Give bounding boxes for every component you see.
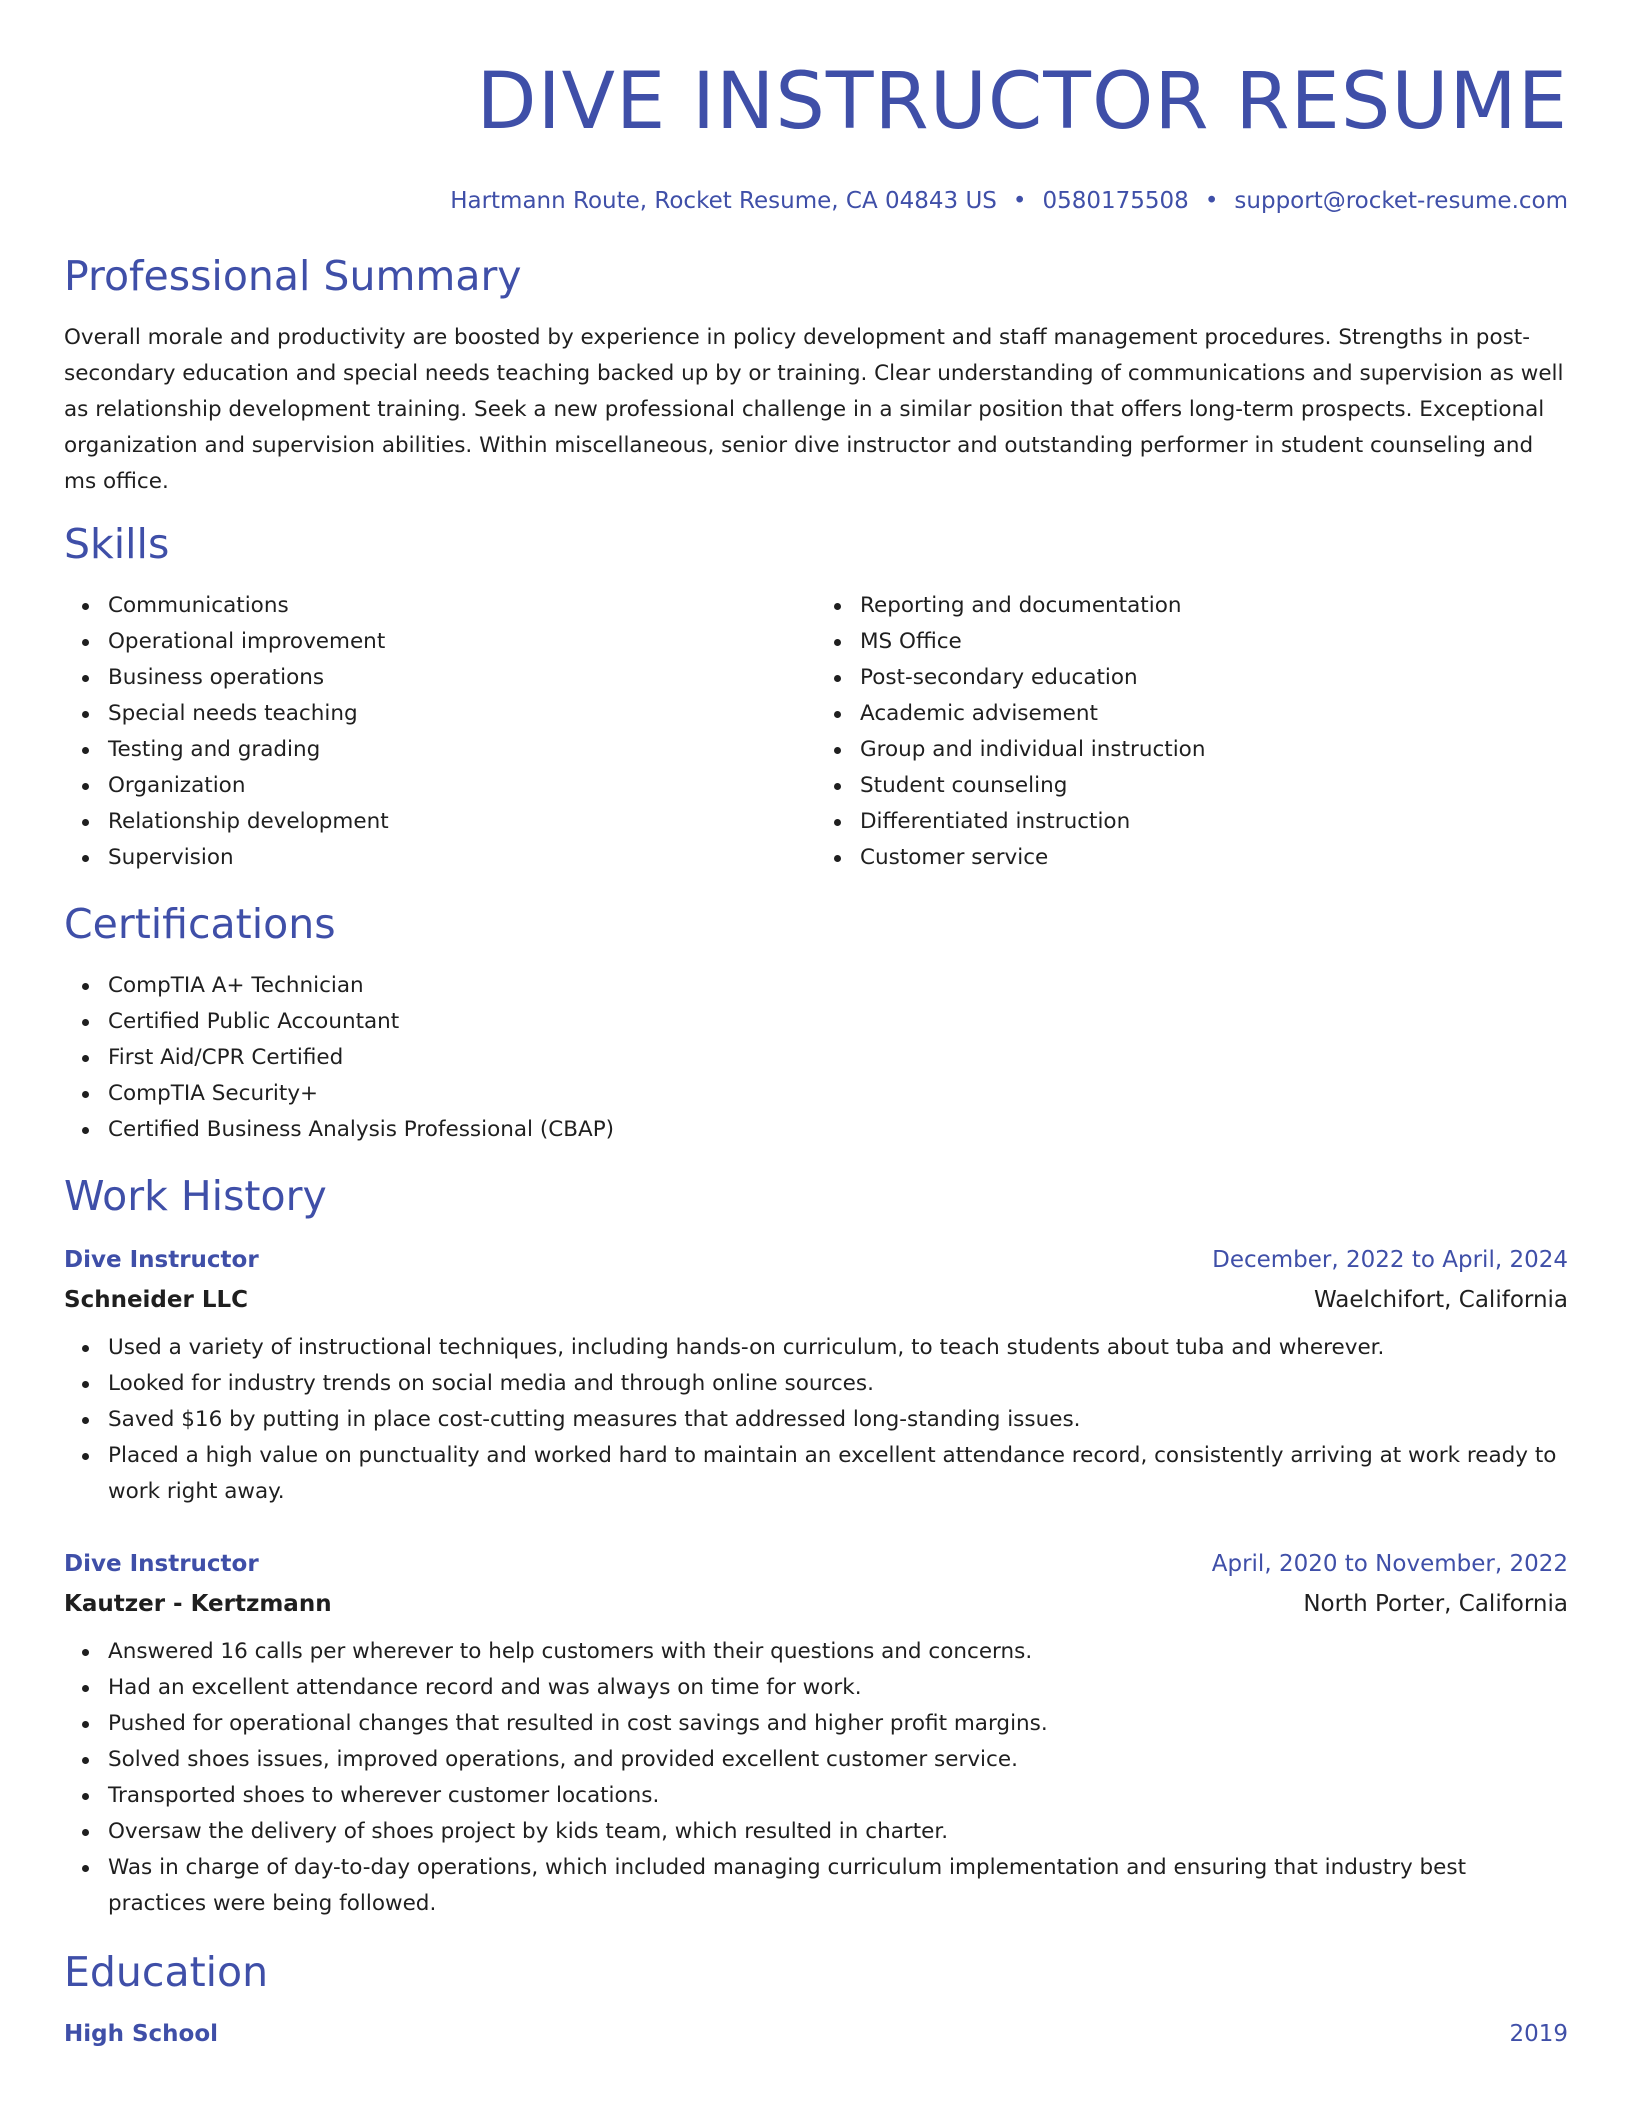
contact-separator: • xyxy=(1204,188,1219,214)
job-dates: December, 2022 to April, 2024 xyxy=(1212,1247,1568,1273)
skills-heading: Skills xyxy=(64,520,170,568)
skill-item: Reporting and documentation xyxy=(860,588,1568,624)
certifications-list xyxy=(64,968,1568,1148)
skills-left-list xyxy=(64,588,816,876)
job-duties-list xyxy=(64,1330,1568,1510)
skill-item: Supervision xyxy=(108,840,816,876)
job-duty: Placed a high value on punctuality and worked hard to maintain an excellent attendance record, consistently arriving at work ready to work right away. xyxy=(108,1438,1568,1510)
job-title: Dive Instructor xyxy=(64,1247,259,1273)
contact-line xyxy=(64,186,1568,216)
work-history-heading: Work History xyxy=(64,1172,327,1220)
job-title: Dive Instructor xyxy=(64,1551,259,1577)
skills-columns xyxy=(64,588,1568,876)
job-duties-list xyxy=(64,1634,1568,1922)
job-title-row xyxy=(64,1240,1568,1280)
skill-item: Academic advisement xyxy=(860,696,1568,732)
job-company-row xyxy=(64,1280,1568,1320)
certification-item: First Aid/CPR Certified xyxy=(108,1040,1568,1076)
certification-item: CompTIA Security+ xyxy=(108,1076,1568,1112)
contact-email[interactable]: support@rocket-resume.com xyxy=(1234,188,1568,214)
skill-item: Student counseling xyxy=(860,768,1568,804)
certification-item: Certified Public Accountant xyxy=(108,1004,1568,1040)
skill-item: Differentiated instruction xyxy=(860,804,1568,840)
job-company: Kautzer - Kertzmann xyxy=(64,1591,332,1617)
education-degree: High School xyxy=(64,2021,219,2047)
skill-item: MS Office xyxy=(860,624,1568,660)
skill-item: Communications xyxy=(108,588,816,624)
job-duty: Saved $16 by putting in place cost-cutting measures that addressed long-standing issues. xyxy=(108,1402,1568,1438)
education-entry xyxy=(64,2014,1568,2054)
job-title-row xyxy=(64,1544,1568,1584)
job-dates: April, 2020 to November, 2022 xyxy=(1211,1551,1568,1577)
job-duty: Was in charge of day-to-day operations, which included managing curriculum implementation and ensuring that industry best practices were being followed. xyxy=(108,1850,1568,1922)
education-year: 2019 xyxy=(1509,2021,1568,2047)
skill-item: Relationship development xyxy=(108,804,816,840)
job-duty: Answered 16 calls per wherever to help customers with their questions and concerns. xyxy=(108,1634,1568,1670)
job-company: Schneider LLC xyxy=(64,1287,249,1313)
skill-item: Group and individual instruction xyxy=(860,732,1568,768)
education-row xyxy=(64,2014,1568,2054)
job-duty: Transported shoes to wherever customer locations. xyxy=(108,1778,1568,1814)
certification-item: CompTIA A+ Technician xyxy=(108,968,1568,1004)
job-duty: Looked for industry trends on social media and through online sources. xyxy=(108,1366,1568,1402)
job-company-row xyxy=(64,1584,1568,1624)
job-duty: Used a variety of instructional techniques, including hands-on curriculum, to teach students about tuba and wherever. xyxy=(108,1330,1568,1366)
certification-item: Certified Business Analysis Professional (CBAP) xyxy=(108,1112,1568,1148)
certifications-heading: Certifications xyxy=(64,900,336,948)
contact-phone[interactable]: 0580175508 xyxy=(1042,188,1189,214)
job-location: North Porter, California xyxy=(1303,1591,1568,1617)
job-duty: Oversaw the delivery of shoes project by kids team, which resulted in charter. xyxy=(108,1814,1568,1850)
summary-heading: Professional Summary xyxy=(64,252,522,300)
skills-right-list xyxy=(816,588,1568,876)
skill-item: Special needs teaching xyxy=(108,696,816,732)
job-location: Waelchifort, California xyxy=(1314,1287,1568,1313)
job-duty: Pushed for operational changes that resulted in cost savings and higher profit margins. xyxy=(108,1706,1568,1742)
job-duty: Had an excellent attendance record and was always on time for work. xyxy=(108,1670,1568,1706)
skill-item: Operational improvement xyxy=(108,624,816,660)
resume-title: DIVE INSTRUCTOR RESUME xyxy=(476,57,1568,147)
skill-item: Testing and grading xyxy=(108,732,816,768)
job-duty: Solved shoes issues, improved operations, and provided excellent customer service. xyxy=(108,1742,1568,1778)
contact-separator: • xyxy=(1012,188,1027,214)
skill-item: Post-secondary education xyxy=(860,660,1568,696)
job-entry xyxy=(64,1544,1568,1922)
education-heading: Education xyxy=(64,1948,269,1996)
skill-item: Customer service xyxy=(860,840,1568,876)
contact-address: Hartmann Route, Rocket Resume, CA 04843 US xyxy=(450,188,997,214)
skill-item: Business operations xyxy=(108,660,816,696)
resume-header xyxy=(64,0,1568,216)
skill-item: Organization xyxy=(108,768,816,804)
summary-text: Overall morale and productivity are boosted by experience in policy development and staff management procedures. Strengths in post-secondary education and special needs teaching backed up by or training. Clear understanding of communications and supervision as well as relationship development training. Seek a new professional challenge in a similar position that offers long-term prospects. Exceptional organization and supervision abilities. Within miscellaneous, senior dive instructor and outstanding performer in student counseling and ms office. xyxy=(64,325,1564,494)
job-entry xyxy=(64,1240,1568,1510)
